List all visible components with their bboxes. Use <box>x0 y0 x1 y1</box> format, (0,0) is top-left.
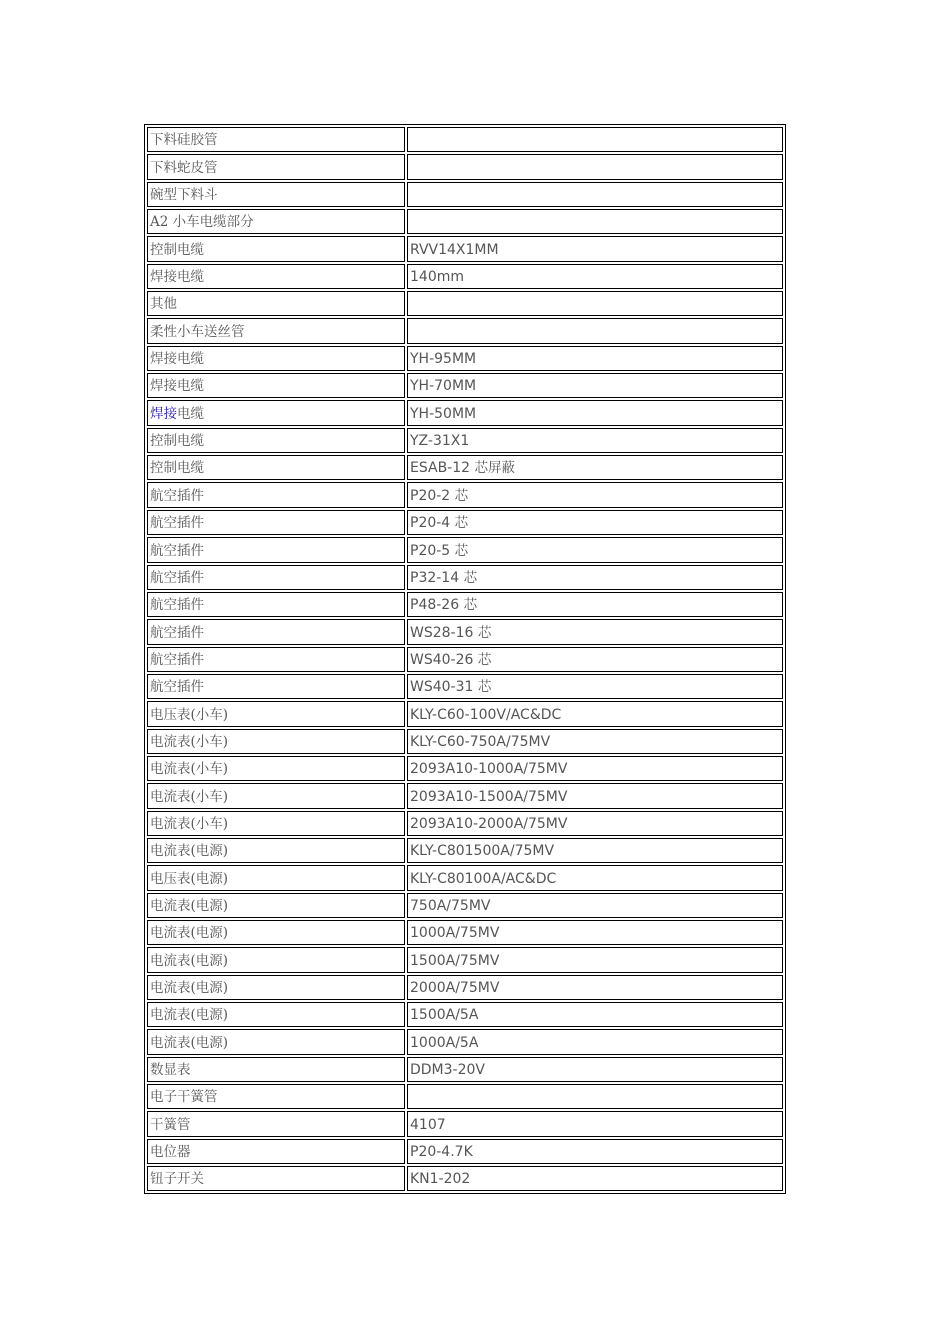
part-name-cell: 其他 <box>147 291 405 316</box>
part-spec-cell <box>407 1084 783 1109</box>
part-spec-cell: DDM3-20V <box>407 1057 783 1082</box>
part-name-cell: 电流表(小车) <box>147 756 405 781</box>
part-spec-cell: 2093A10-1500A/75MV <box>407 783 783 808</box>
table-row <box>147 373 783 398</box>
part-spec-cell: KLY-C801500A/75MV <box>407 838 783 863</box>
spec-model: WS40-26 <box>410 651 474 668</box>
part-name-rest: 电缆 <box>177 405 204 422</box>
part-spec-cell: 1500A/5A <box>407 1002 783 1027</box>
part-spec-cell: 2093A10-1000A/75MV <box>407 756 783 781</box>
part-name-cell: 控制电缆 <box>147 455 405 480</box>
part-spec-cell <box>407 209 783 234</box>
table-row <box>147 838 783 863</box>
table-row <box>147 1002 783 1027</box>
part-name-cell: 焊接电缆 <box>147 264 405 289</box>
table-row <box>147 1029 783 1054</box>
part-spec-cell <box>407 318 783 343</box>
part-spec-cell: 1000A/75MV <box>407 920 783 945</box>
table-row <box>147 893 783 918</box>
part-name-cell: 电流表(电源) <box>147 920 405 945</box>
table-row <box>147 729 783 754</box>
part-spec-cell: KN1-202 <box>407 1166 783 1191</box>
table-row <box>147 756 783 781</box>
spec-model: P20-5 <box>410 542 451 559</box>
part-name-cell: 电压表(电源) <box>147 865 405 890</box>
table-row <box>147 865 783 890</box>
part-name-cell: 航空插件 <box>147 619 405 644</box>
spec-unit: 芯 <box>463 597 478 614</box>
part-spec-cell <box>407 154 783 179</box>
spec-model: P20-4 <box>410 515 451 532</box>
part-name-cell: A2 小车电缆部分 <box>147 209 405 234</box>
table-row <box>147 428 783 453</box>
part-spec-cell <box>407 537 783 562</box>
spec-unit: 芯 <box>477 624 492 641</box>
part-spec-cell: P20-4.7K <box>407 1139 783 1164</box>
part-name-cell: 柔性小车送丝管 <box>147 318 405 343</box>
table-row <box>147 1166 783 1191</box>
part-name-cell: 电流表(电源) <box>147 893 405 918</box>
parts-table <box>144 124 786 1194</box>
table-row <box>147 318 783 343</box>
part-name-cell: 电流表(电源) <box>147 1002 405 1027</box>
part-name-cell: 航空插件 <box>147 565 405 590</box>
table-row <box>147 482 783 507</box>
spec-model: P32-14 <box>410 569 460 586</box>
part-name-cell: 焊接电缆 <box>147 346 405 371</box>
table-row <box>147 455 783 480</box>
part-name-cell: 下料硅胶管 <box>147 127 405 152</box>
part-name-cell: 航空插件 <box>147 647 405 672</box>
table-row <box>147 1057 783 1082</box>
table-row <box>147 920 783 945</box>
table-row <box>147 154 783 179</box>
part-name-cell: 电位器 <box>147 1139 405 1164</box>
part-spec-cell <box>407 565 783 590</box>
part-name-cell: 干簧管 <box>147 1111 405 1136</box>
part-name-cell: 电流表(电源) <box>147 1029 405 1054</box>
table-row <box>147 537 783 562</box>
spec-model: ESAB-12 <box>410 460 471 477</box>
part-name-cell <box>147 400 405 425</box>
part-spec-cell: YH-50MM <box>407 400 783 425</box>
part-spec-cell: 140mm <box>407 264 783 289</box>
part-spec-cell <box>407 482 783 507</box>
part-spec-cell: 2000A/75MV <box>407 975 783 1000</box>
table-row <box>147 264 783 289</box>
part-spec-cell <box>407 647 783 672</box>
part-name-cell: 电压表(小车) <box>147 701 405 726</box>
spec-unit: 芯 <box>463 569 478 586</box>
spec-unit: 芯 <box>454 515 469 532</box>
table-row <box>147 510 783 535</box>
part-name-cell: 焊接电缆 <box>147 373 405 398</box>
table-row <box>147 1084 783 1109</box>
part-spec-cell: KLY-C60-750A/75MV <box>407 729 783 754</box>
part-spec-cell: 750A/75MV <box>407 893 783 918</box>
part-spec-cell <box>407 455 783 480</box>
part-spec-cell: 4107 <box>407 1111 783 1136</box>
part-spec-cell <box>407 182 783 207</box>
table-row <box>147 565 783 590</box>
part-spec-cell <box>407 127 783 152</box>
table-row <box>147 647 783 672</box>
table-row <box>147 811 783 836</box>
part-spec-cell <box>407 291 783 316</box>
part-name-cell: 下料蛇皮管 <box>147 154 405 179</box>
spec-model: WS40-31 <box>410 679 474 696</box>
spec-model: WS28-16 <box>410 624 474 641</box>
part-spec-cell <box>407 510 783 535</box>
table-row <box>147 674 783 699</box>
part-name-cell: 航空插件 <box>147 674 405 699</box>
part-name-cell: 数显表 <box>147 1057 405 1082</box>
spec-unit: 芯 <box>477 651 492 668</box>
part-name-cell: 电流表(小车) <box>147 729 405 754</box>
part-name-cell: 电流表(电源) <box>147 838 405 863</box>
part-name-cell: 碗型下料斗 <box>147 182 405 207</box>
part-spec-cell <box>407 674 783 699</box>
part-spec-cell: 1000A/5A <box>407 1029 783 1054</box>
part-name-cell: 控制电缆 <box>147 428 405 453</box>
parts-table-body <box>147 127 783 1191</box>
part-spec-cell: RVV14X1MM <box>407 236 783 261</box>
part-spec-cell: 1500A/75MV <box>407 947 783 972</box>
part-name-cell: 航空插件 <box>147 592 405 617</box>
part-spec-cell: 2093A10-2000A/75MV <box>407 811 783 836</box>
table-row <box>147 400 783 425</box>
table-row <box>147 209 783 234</box>
part-name-cell: 电流表(小车) <box>147 811 405 836</box>
spec-unit: 芯屏蔽 <box>474 460 515 477</box>
part-name-cell: 钮子开关 <box>147 1166 405 1191</box>
spec-model: P48-26 <box>410 597 460 614</box>
part-name-cell: 控制电缆 <box>147 236 405 261</box>
table-row <box>147 127 783 152</box>
table-row <box>147 1111 783 1136</box>
part-name-cell: 电流表(电源) <box>147 975 405 1000</box>
table-row <box>147 346 783 371</box>
table-row <box>147 783 783 808</box>
table-row <box>147 1139 783 1164</box>
table-row <box>147 701 783 726</box>
part-name-cell: 航空插件 <box>147 537 405 562</box>
part-spec-cell: KLY-C80100A/AC&DC <box>407 865 783 890</box>
part-name-cell: 电子干簧管 <box>147 1084 405 1109</box>
part-spec-cell <box>407 592 783 617</box>
spec-unit: 芯 <box>454 542 469 559</box>
part-name-cell: 航空插件 <box>147 510 405 535</box>
part-name-cell: 航空插件 <box>147 482 405 507</box>
table-row <box>147 975 783 1000</box>
spec-unit: 芯 <box>454 487 469 504</box>
table-row <box>147 619 783 644</box>
table-row <box>147 182 783 207</box>
part-spec-cell: YZ-31X1 <box>407 428 783 453</box>
part-spec-cell: YH-70MM <box>407 373 783 398</box>
table-row <box>147 592 783 617</box>
part-name-cell: 电流表(小车) <box>147 783 405 808</box>
welding-link[interactable]: 焊接 <box>150 405 177 422</box>
part-spec-cell: KLY-C60-100V/AC&DC <box>407 701 783 726</box>
table-row <box>147 947 783 972</box>
spec-unit: 芯 <box>477 679 492 696</box>
part-name-cell: 电流表(电源) <box>147 947 405 972</box>
part-spec-cell: YH-95MM <box>407 346 783 371</box>
table-row <box>147 236 783 261</box>
spec-model: P20-2 <box>410 487 451 504</box>
part-spec-cell <box>407 619 783 644</box>
table-row <box>147 291 783 316</box>
